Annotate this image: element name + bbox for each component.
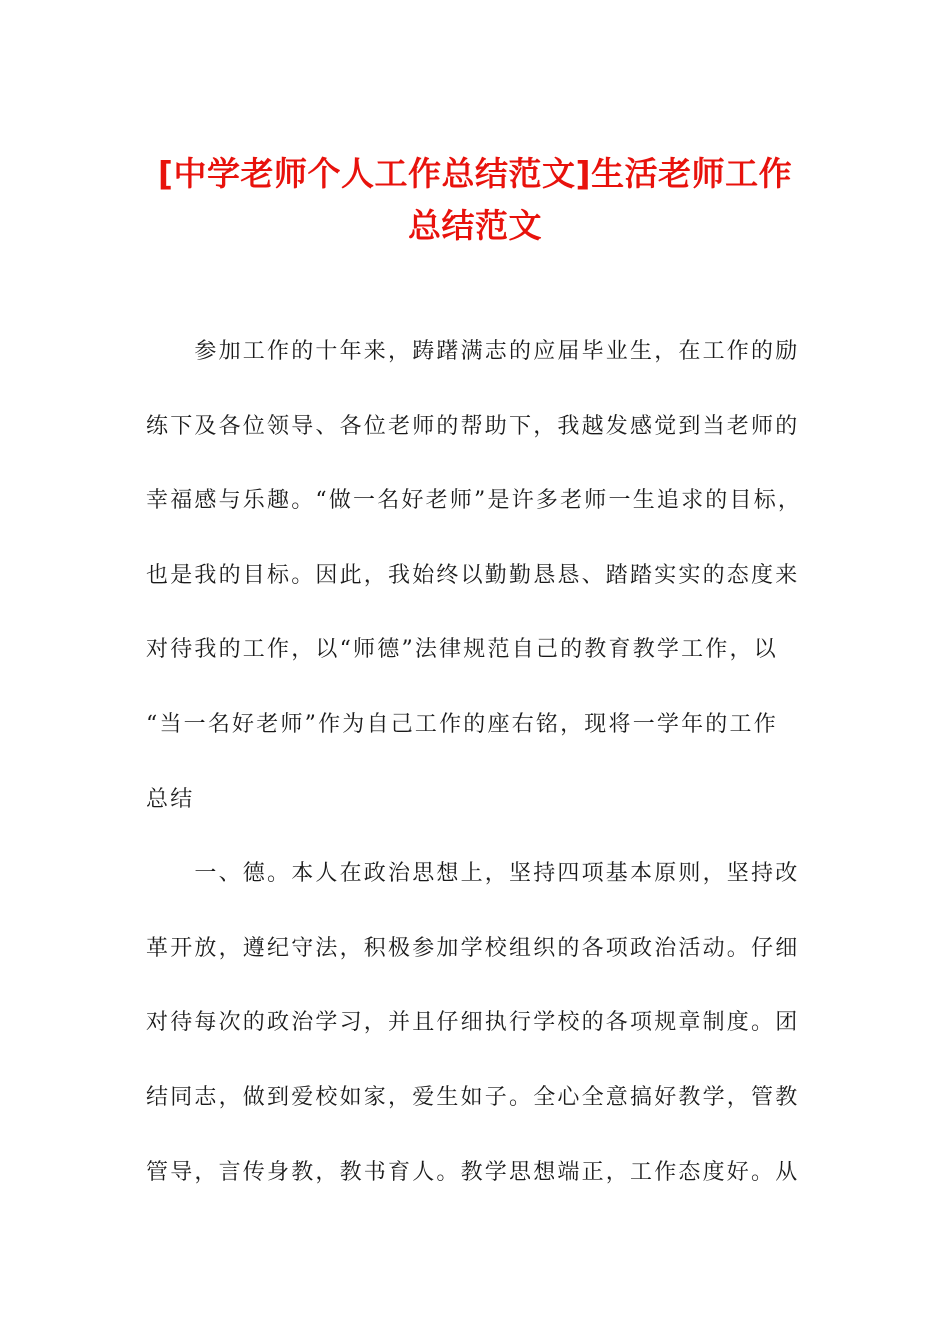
text-line: 总结 — [146, 786, 195, 812]
text-line: 一、德。本人在政治思想上，坚持四项基本原则，坚持改 — [146, 861, 800, 887]
paragraph-morality — [146, 852, 806, 1300]
paragraph-intro — [146, 330, 806, 852]
document-title — [100, 148, 850, 252]
text-line: 结同志，做到爱校如家，爱生如子。全心全意搞好教学，管教 — [146, 1084, 800, 1110]
text-line: 革开放，遵纪守法，积极参加学校组织的各项政治活动。仔细 — [146, 935, 800, 961]
text-line: 练下及各位领导、各位老师的帮助下，我越发感觉到当老师的 — [146, 413, 800, 439]
text-line — [146, 1225, 806, 1300]
text-line: 也是我的目标。因此，我始终以勤勤恳恳、踏踏实实的态度来 — [146, 562, 800, 588]
text-line: 对待我的工作，以“师德”法律规范自己的教育教学工作，以 — [146, 637, 778, 663]
text-line: 参加工作的十年来，踌躇满志的应届毕业生，在工作的励 — [146, 339, 800, 364]
text-line: 管导，言传身教，教书育人。教学思想端正，工作态度好。从 — [146, 1159, 800, 1185]
title-line-1: [中学老师个人工作总结范文]生活老师工作 — [157, 154, 793, 193]
text-line: “当一名好老师”作为自己工作的座右铭，现将一学年的工作 — [146, 711, 778, 737]
text-line: 对待每次的政治学习，并且仔细执行学校的各项规章制度。团 — [146, 1010, 800, 1036]
text-line: 幸福感与乐趣。“做一名好老师”是许多老师一生追求的目标， — [146, 488, 803, 514]
document-body — [146, 330, 806, 1300]
title-line-2: 总结范文 — [408, 206, 542, 245]
